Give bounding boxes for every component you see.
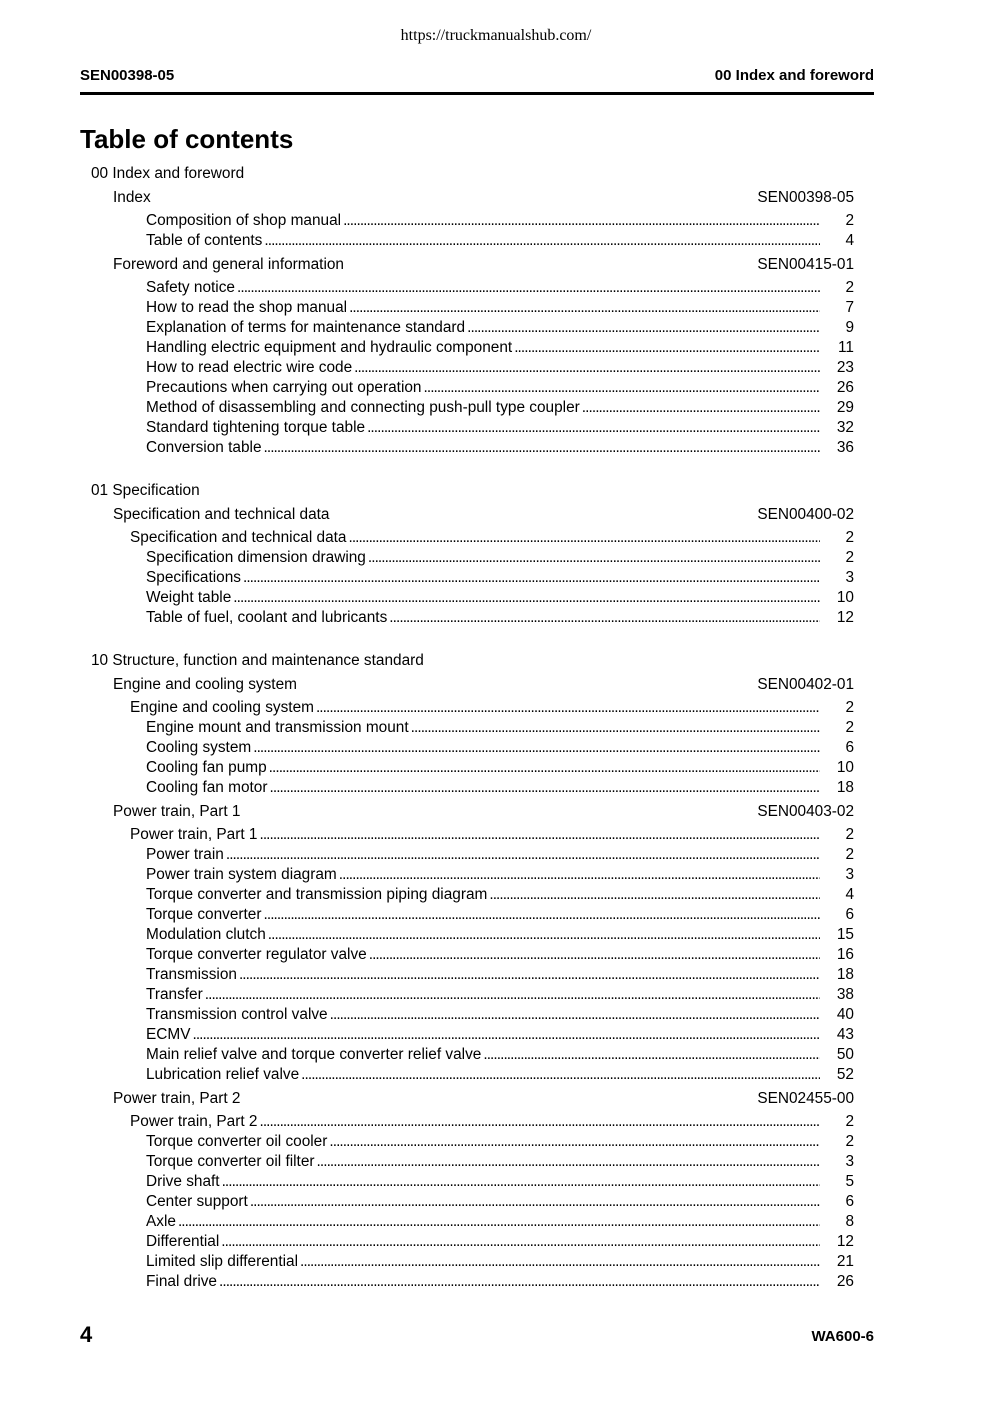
toc-entry-page: 2	[845, 1133, 854, 1150]
dot-leader	[264, 231, 820, 251]
toc-entry-page: 3	[845, 1153, 854, 1170]
toc-entry	[146, 1172, 854, 1192]
toc-entry-page: 52	[836, 1066, 854, 1083]
dot-leader	[367, 418, 820, 438]
toc-entry	[146, 1005, 854, 1025]
toc-entry-page: 32	[836, 419, 854, 436]
dot-leader	[411, 718, 820, 738]
toc-entry-page: 2	[845, 212, 854, 229]
toc-entry-label: Center support	[146, 1193, 248, 1210]
toc-entry-page: 4	[845, 886, 854, 903]
toc-entry-page: 9	[845, 319, 854, 336]
toc-section-label: Power train, Part 2	[113, 1090, 241, 1107]
toc-entry-label: Weight table	[146, 589, 232, 606]
toc-entry-page: 2	[845, 549, 854, 566]
dot-leader	[264, 438, 821, 458]
toc-entry-page: 2	[845, 279, 854, 296]
dot-leader	[354, 358, 820, 378]
toc-entry	[146, 231, 854, 251]
toc-entry	[146, 965, 854, 985]
document-number: SEN00398-05	[80, 67, 175, 84]
toc-entry	[146, 211, 854, 231]
toc-entry-page: 23	[836, 359, 854, 376]
toc-entry-page: 21	[836, 1253, 854, 1270]
toc-entry	[146, 1152, 854, 1172]
dot-leader	[221, 1232, 820, 1252]
toc-entry	[146, 1192, 854, 1212]
dot-leader	[368, 548, 820, 568]
toc-entry-label: Axle	[146, 1213, 176, 1230]
toc-entry-label: Power train, Part 2	[130, 1113, 258, 1130]
toc-entry	[146, 845, 854, 865]
toc-entry	[146, 905, 854, 925]
dot-leader	[301, 1065, 820, 1085]
dot-leader	[269, 758, 820, 778]
dot-leader	[369, 945, 820, 965]
dot-leader	[269, 778, 820, 798]
section-title: 00 Index and foreword	[714, 67, 874, 84]
toc-entry	[146, 338, 854, 358]
dot-leader	[330, 1005, 820, 1025]
dot-leader	[233, 588, 820, 608]
toc-entry-page: 43	[836, 1026, 854, 1043]
toc-entry	[146, 738, 854, 758]
toc-entry-label: Engine and cooling system	[130, 699, 314, 716]
toc-section-label: Specification and technical data	[113, 506, 330, 523]
toc-section-label: Power train, Part 1	[113, 803, 241, 820]
toc-entry	[146, 1272, 854, 1292]
toc-section-code: SEN00402-01	[757, 676, 854, 693]
toc-entry-label: Power train system diagram	[146, 866, 337, 883]
dot-leader	[316, 698, 820, 718]
toc-entry-page: 12	[836, 1233, 854, 1250]
toc-entry-label: Limited slip differential	[146, 1253, 298, 1270]
dot-leader	[343, 211, 820, 231]
toc-section	[113, 255, 854, 275]
toc-entry	[146, 378, 854, 398]
toc-entry-label: Final drive	[146, 1273, 217, 1290]
toc-entry-page: 50	[836, 1046, 854, 1063]
dot-leader	[329, 1132, 820, 1152]
toc-entry-page: 3	[845, 569, 854, 586]
page-number: 4	[80, 1322, 93, 1347]
toc-entry	[146, 608, 854, 628]
toc-entry-page: 2	[845, 719, 854, 736]
toc-entry-page: 11	[838, 339, 854, 356]
toc-entry-page: 10	[836, 589, 854, 606]
dot-leader	[222, 1172, 820, 1192]
toc-entry-page: 6	[845, 739, 854, 756]
toc-entry	[146, 548, 854, 568]
dot-leader	[467, 318, 820, 338]
toc-entry-label: Safety notice	[146, 279, 235, 296]
toc-chapter: 00 Index and foreword	[91, 165, 245, 182]
toc-entry-page: 26	[836, 1273, 854, 1290]
toc-entry-label: Method of disassembling and connecting push-pull type coupler	[146, 399, 580, 416]
toc-entry	[130, 1112, 854, 1132]
toc-entry-label: Explanation of terms for maintenance standard	[146, 319, 466, 336]
toc-entry	[146, 1065, 854, 1085]
toc-entry-label: Engine mount and transmission mount	[146, 719, 409, 736]
toc-entry	[146, 1025, 854, 1045]
toc-entry	[146, 945, 854, 965]
toc-entry-label: Table of contents	[146, 232, 263, 249]
toc-chapter: 01 Specification	[91, 482, 200, 499]
toc-entry-page: 18	[836, 966, 854, 983]
toc-entry-label: How to read electric wire code	[146, 359, 353, 376]
toc-entry	[146, 1045, 854, 1065]
model-name: WA600-6	[811, 1328, 874, 1345]
toc-entry-label: Cooling system	[146, 739, 252, 756]
toc-entry-page: 6	[845, 1193, 854, 1210]
toc-entry-label: Torque converter	[146, 906, 262, 923]
toc-entry	[146, 568, 854, 588]
toc-section	[113, 802, 854, 822]
toc-entry-page: 12	[836, 609, 854, 626]
toc-section-code: SEN02455-00	[757, 1090, 854, 1107]
toc-entry-page: 36	[836, 439, 854, 456]
toc-entry-label: Drive shaft	[146, 1173, 220, 1190]
toc-entry	[146, 418, 854, 438]
dot-leader	[349, 298, 820, 318]
toc-entry-page: 15	[836, 926, 854, 943]
toc-entry-label: Lubrication relief valve	[146, 1066, 300, 1083]
toc-entry	[146, 298, 854, 318]
toc-entry-label: Specification and technical data	[130, 529, 347, 546]
dot-leader	[237, 278, 820, 298]
header-rule	[80, 92, 874, 95]
toc-section-code: SEN00403-02	[757, 803, 854, 820]
toc-entry-label: Table of fuel, coolant and lubricants	[146, 609, 388, 626]
toc-entry	[146, 1232, 854, 1252]
toc-entry-page: 26	[836, 379, 854, 396]
dot-leader	[423, 378, 820, 398]
toc-entry	[146, 278, 854, 298]
toc-entry-label: Precautions when carrying out operation	[146, 379, 422, 396]
dot-leader	[178, 1212, 820, 1232]
toc-section	[113, 1089, 854, 1109]
dot-leader	[259, 825, 820, 845]
toc-entry-label: Torque converter oil cooler	[146, 1133, 328, 1150]
toc-entry	[146, 1252, 854, 1272]
toc-entry-page: 2	[845, 826, 854, 843]
toc-entry-label: Power train, Part 1	[130, 826, 258, 843]
toc-entry-label: Specification dimension drawing	[146, 549, 366, 566]
toc-entry-page: 5	[845, 1173, 854, 1190]
toc-entry	[146, 758, 854, 778]
toc-entry-label: Torque converter regulator valve	[146, 946, 367, 963]
toc-entry	[146, 1212, 854, 1232]
dot-leader	[226, 845, 820, 865]
dot-leader	[514, 338, 820, 358]
dot-leader	[268, 925, 820, 945]
dot-leader	[219, 1272, 820, 1292]
toc-entry	[146, 438, 854, 458]
toc-entry-label: Torque converter oil filter	[146, 1153, 315, 1170]
toc-entry	[146, 398, 854, 418]
toc-entry-label: Cooling fan motor	[146, 779, 268, 796]
toc-entry-label: Handling electric equipment and hydraulic component	[146, 339, 513, 356]
toc-section	[113, 505, 854, 525]
toc-entry	[146, 588, 854, 608]
toc-entry	[146, 925, 854, 945]
toc-entry	[146, 318, 854, 338]
toc-entry-label: Modulation clutch	[146, 926, 266, 943]
toc-entry	[130, 698, 854, 718]
dot-leader	[192, 1025, 820, 1045]
toc-entry-label: Main relief valve and torque converter relief valve	[146, 1046, 482, 1063]
toc-section	[113, 188, 854, 208]
toc-entry-page: 2	[845, 846, 854, 863]
dot-leader	[483, 1045, 820, 1065]
toc-entry-page: 2	[845, 1113, 854, 1130]
toc-entry	[130, 825, 854, 845]
toc-entry-page: 6	[845, 906, 854, 923]
toc-entry-page: 3	[845, 866, 854, 883]
toc-entry-label: Specifications	[146, 569, 241, 586]
dot-leader	[243, 568, 820, 588]
toc-entry-page: 4	[845, 232, 854, 249]
toc-entry-label: Power train	[146, 846, 224, 863]
toc-entry-label: Transfer	[146, 986, 203, 1003]
dot-leader	[239, 965, 820, 985]
toc-entry-page: 8	[845, 1213, 854, 1230]
toc-entry-page: 10	[836, 759, 854, 776]
toc-entry	[146, 778, 854, 798]
toc-entry-label: Conversion table	[146, 439, 262, 456]
toc-entry-label: Differential	[146, 1233, 220, 1250]
dot-leader	[389, 608, 820, 628]
dot-leader	[250, 1192, 820, 1212]
toc-entry-page: 18	[836, 779, 854, 796]
dot-leader	[339, 865, 820, 885]
toc-section-label: Foreword and general information	[113, 256, 344, 273]
toc-entry	[130, 528, 854, 548]
toc-entry	[146, 885, 854, 905]
toc-section-label: Index	[113, 189, 151, 206]
toc-entry-page: 40	[836, 1006, 854, 1023]
toc-entry	[146, 358, 854, 378]
toc-section	[113, 675, 854, 695]
toc-entry-label: How to read the shop manual	[146, 299, 348, 316]
dot-leader	[205, 985, 820, 1005]
toc-section-label: Engine and cooling system	[113, 676, 297, 693]
toc-entry-label: Cooling fan pump	[146, 759, 267, 776]
toc-entry-label: Transmission control valve	[146, 1006, 328, 1023]
dot-leader	[300, 1252, 820, 1272]
toc-entry-label: Standard tightening torque table	[146, 419, 366, 436]
toc-entry-page: 2	[845, 529, 854, 546]
toc-entry-page: 29	[836, 399, 854, 416]
toc-entry-label: ECMV	[146, 1026, 191, 1043]
toc-entry-page: 38	[836, 986, 854, 1003]
page-title: Table of contents	[80, 124, 294, 154]
dot-leader	[253, 738, 820, 758]
toc-chapter: 10 Structure, function and maintenance standard	[91, 652, 424, 669]
toc-entry-page: 2	[845, 699, 854, 716]
dot-leader	[317, 1152, 820, 1172]
source-url: https://truckmanualshub.com/	[400, 27, 592, 44]
toc-entry	[146, 985, 854, 1005]
toc-section-code: SEN00398-05	[757, 189, 854, 206]
toc-entry-page: 16	[836, 946, 854, 963]
dot-leader	[348, 528, 820, 548]
toc-entry-label: Transmission	[146, 966, 237, 983]
dot-leader	[264, 905, 821, 925]
toc-entry-page: 7	[845, 299, 854, 316]
dot-leader	[259, 1112, 820, 1132]
toc-section-code: SEN00415-01	[757, 256, 854, 273]
toc-entry	[146, 718, 854, 738]
toc-entry-label: Torque converter and transmission piping diagram	[146, 886, 488, 903]
dot-leader	[489, 885, 820, 905]
toc-entry	[146, 1132, 854, 1152]
toc-entry-label: Composition of shop manual	[146, 212, 342, 229]
toc-section-code: SEN00400-02	[757, 506, 854, 523]
toc-entry	[146, 865, 854, 885]
dot-leader	[582, 398, 820, 418]
